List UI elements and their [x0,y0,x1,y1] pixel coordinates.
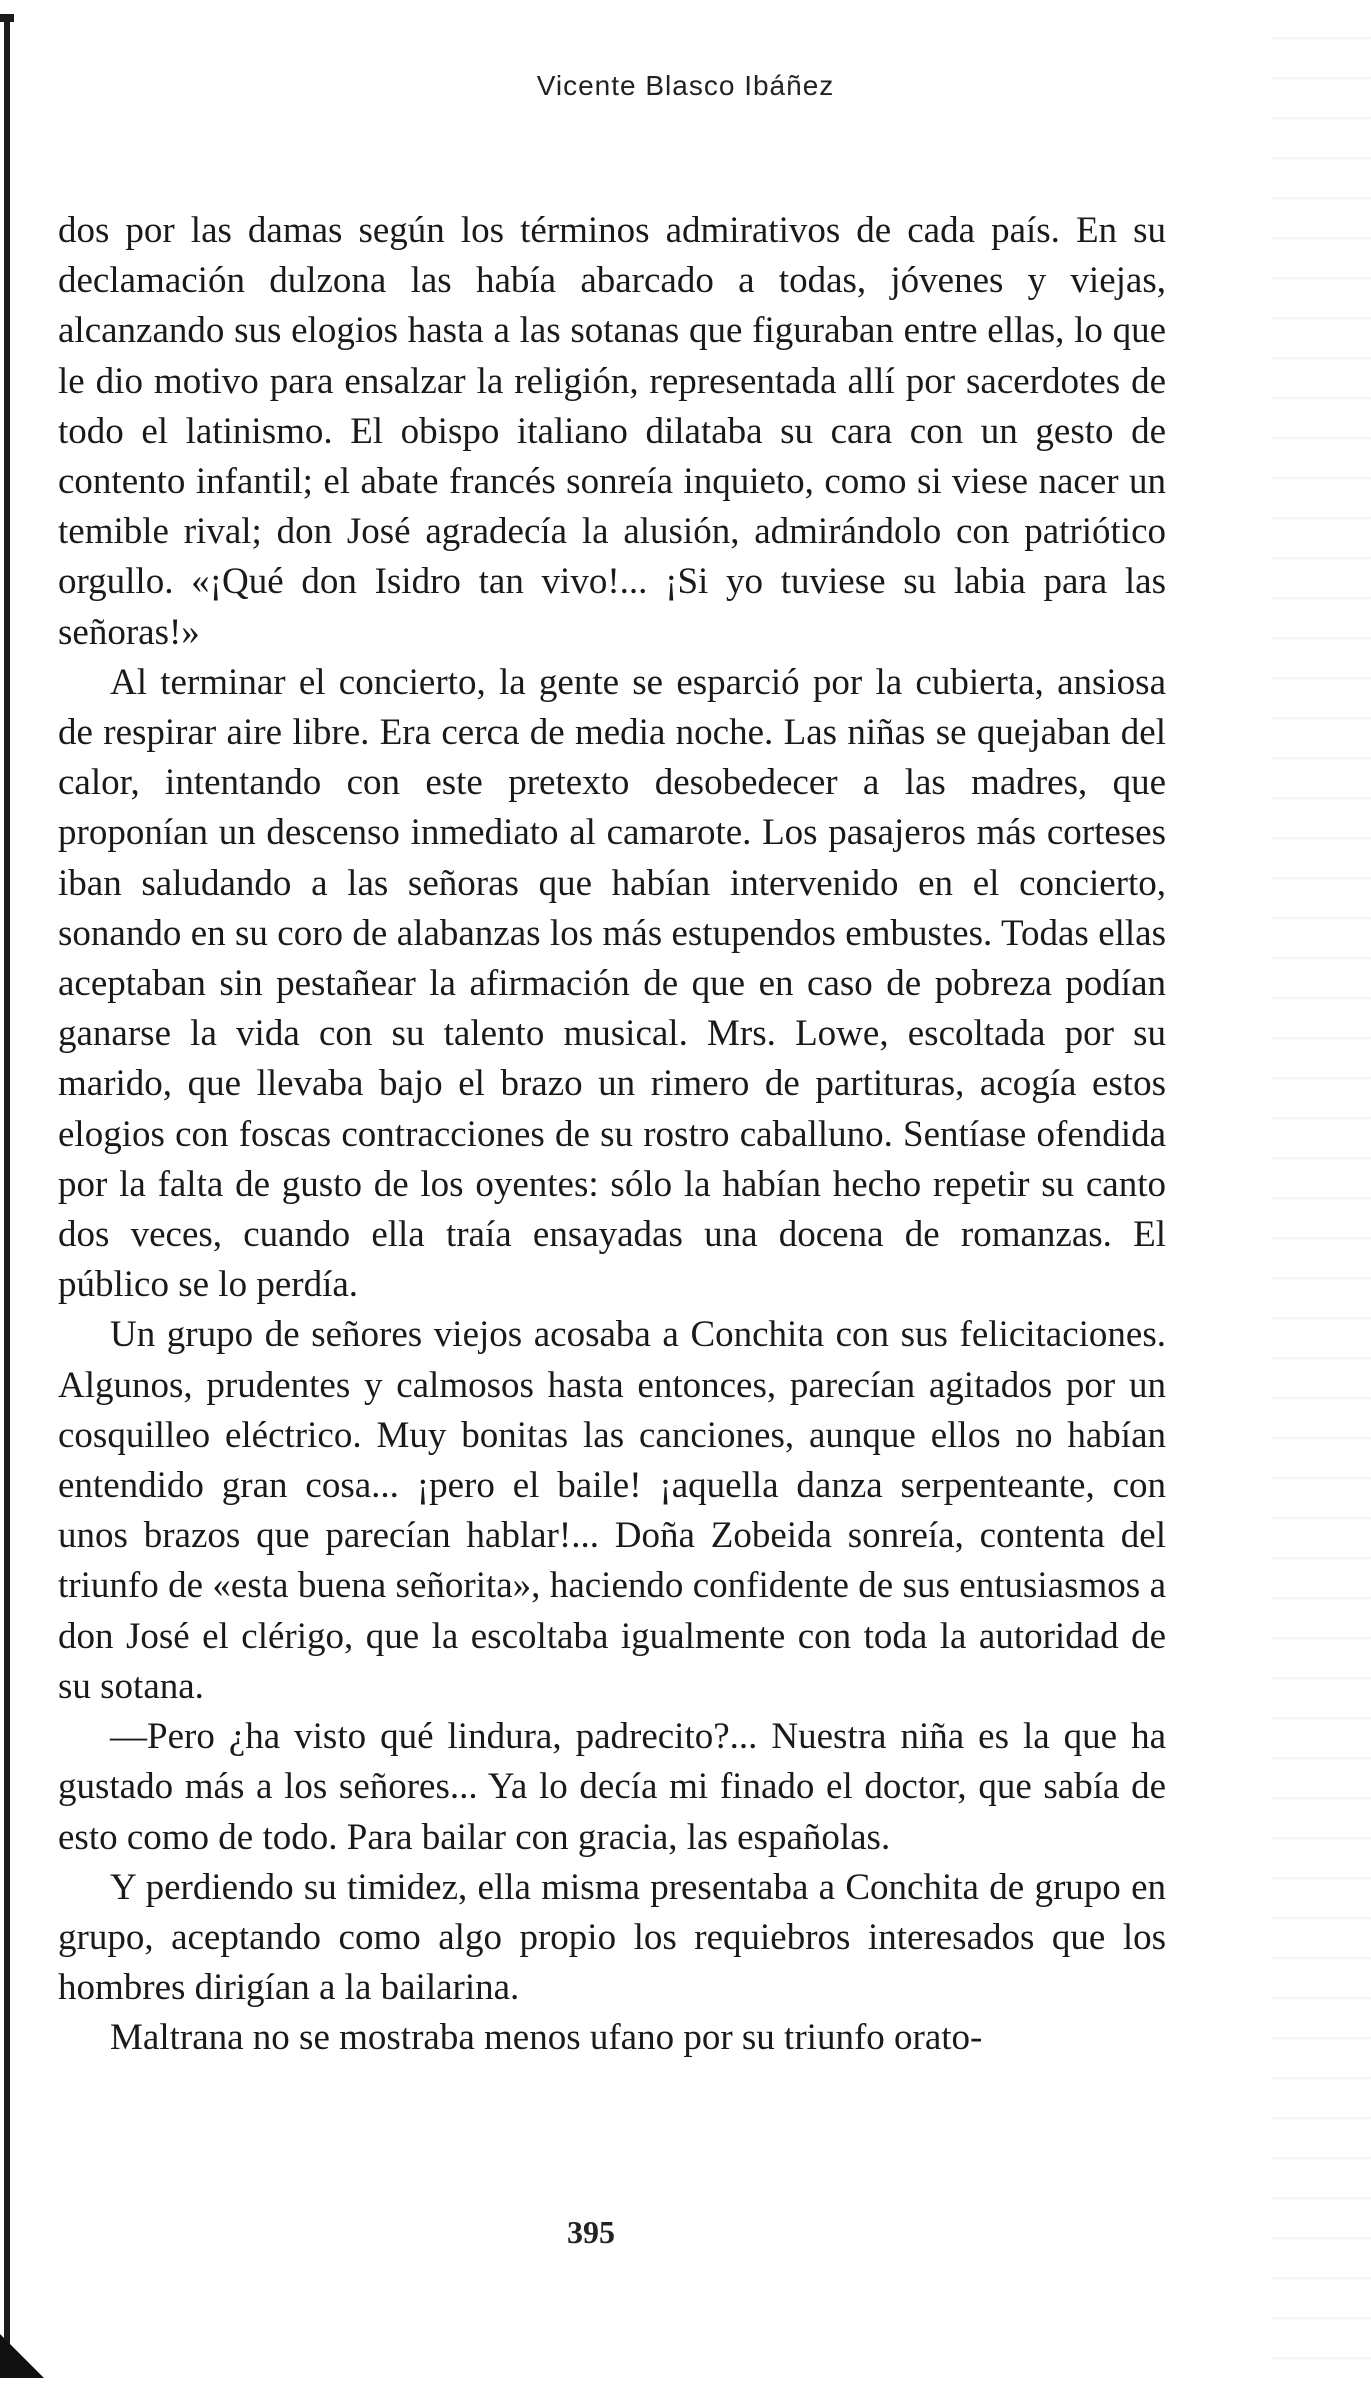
paragraph-6: Maltrana no se mostraba menos ufano por su triunfo orato- [110,2017,983,2059]
corner-mark [0,2334,44,2378]
paragraph-3: Un grupo de señores viejos acosaba a Conchita con sus felicitaciones. Algunos, prudentes y calmosos hasta entonces, parecían agitados por un cosquilleo eléctrico. Muy bonitas las canciones, aunque ellos no habían entendido gran cosa... ¡pero el baile! ¡aquella danza serpenteante, con unos brazos que parecían hablar!... Doña Zobeida sonreía, contenta del triunfo de «esta buena señorita», haciendo confidente de sus entusiasmos a don José el clérigo, que la escoltaba igualmente con toda la autoridad de su sotana. [58,1314,1166,1707]
paragraph-4: —Pero ¿ha visto qué lindura, padrecito?... Nuestra niña es la que ha gustado más a los señores... Ya lo decía mi finado el doctor, que sabía de esto como de todo. Para bailar con gracia, las españolas. [58,1716,1166,1858]
page-number: 395 [567,2214,615,2250]
scan-edge-noise [1271,0,1371,2384]
paragraph-2: Al terminar el concierto, la gente se esparció por la cubierta, ansiosa de respirar aire libre. Era cerca de media noche. Las niñas se quejaban del calor, intentando con este pretexto desobedecer a las madres, que proponían un descenso inmediato al camarote. Los pasajeros más corteses iban saludando a las señoras que habían intervenido en el concierto, sonando en su coro de alabanzas los más estupendos embustes. Todas ellas aceptaban sin pestañear la afirmación de que en caso de pobreza podían ganarse la vida con su talento musical. Mrs. Lowe, escoltada por su marido, que llevaba bajo el brazo un rimero de partituras, acogía estos elogios con foscas contracciones de su rostro caballuno. Sentíase ofendida por la falta de gusto de los oyentes: sólo la habían hecho repetir su canto dos veces, cuando ella traía ensayadas una docena de romanzas. El público se lo perdía. [58,661,1166,1306]
paragraph-1: dos por las damas según los términos admirativos de cada país. En su declamación dulzona las había abarcado a todas, jóvenes y viejas, alcanzando sus elogios hasta a las sotanas que figuraban entre ellas, lo que le dio motivo para ensalzar la religión, representada allí por sacerdotes de todo el latinismo. El obispo italiano dilataba su cara con un gesto de contento infantil; el abate francés sonreía inquieto, como si viese nacer un temible rival; don José agradecía la alusión, admirándolo con patriótico orgullo. «¡Qué don Isidro tan vivo!... ¡Si yo tuviese su labia para las señoras!» [58,210,1166,653]
paragraph-5: Y perdiendo su timidez, ella misma presentaba a Conchita de grupo en grupo, aceptando como algo propio los requiebros interesados que los hombres dirigían a la bailarina. [58,1866,1166,2009]
running-header: Vicente Blasco Ibáñez [536,70,835,101]
margin-rule [4,20,10,2350]
body-text [58,206,1166,2064]
